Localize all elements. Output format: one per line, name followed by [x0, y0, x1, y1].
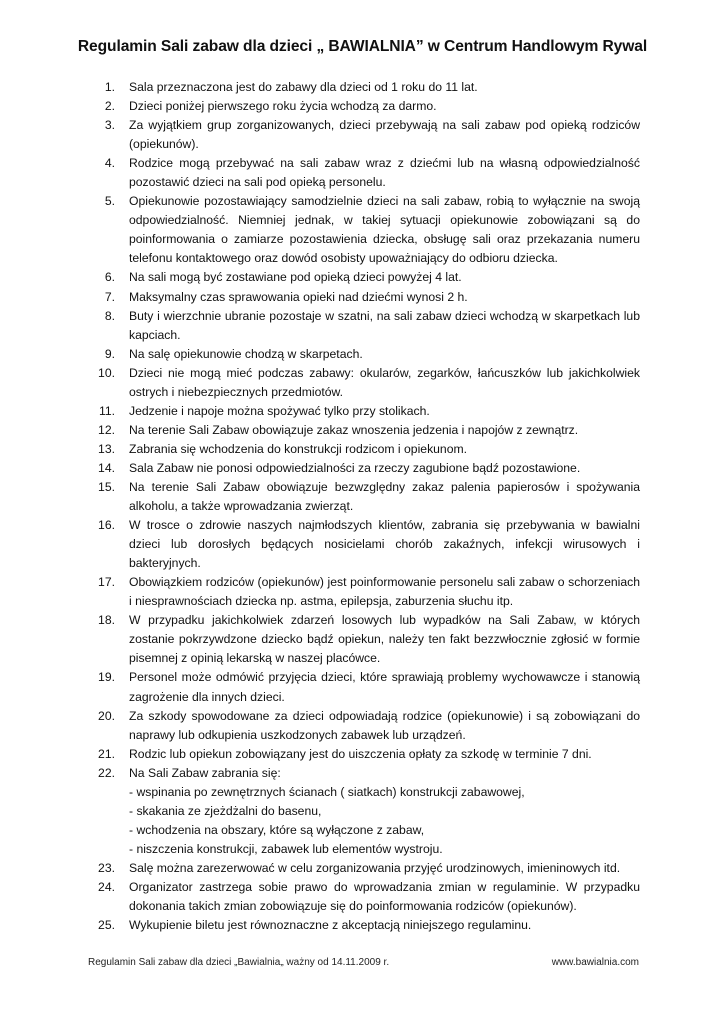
rule-number: 13. — [98, 441, 115, 456]
rule-text: Na terenie Sali Zabaw obowiązuje bezwzględny zakaz palenia papierosów i spożywania alkoholu, a także wprowadzania zwierząt. — [129, 479, 640, 514]
rule-text: Maksymalny czas sprawowania opieki nad dziećmi wynosi 2 h. — [129, 289, 468, 304]
rules-list — [88, 78, 640, 935]
rule-text: Rodzic lub opiekun zobowiązany jest do uiszczenia opłaty za szkodę w terminie 7 dni. — [129, 746, 592, 761]
rule-item — [88, 745, 640, 764]
footer-website: www.bawialnia.com — [551, 957, 639, 968]
rule-number: 4. — [104, 156, 115, 171]
rule-item — [88, 668, 640, 706]
rule-number: 12. — [98, 422, 115, 437]
rule-item — [88, 878, 640, 916]
rule-number: 23. — [98, 860, 115, 875]
rule-sub-item: - wspinania po zewnętrznych ścianach ( siatkach) konstrukcji zabawowej, — [129, 784, 525, 799]
rule-item — [88, 516, 640, 573]
rule-sub-list — [129, 783, 640, 859]
rule-number: 6. — [104, 270, 115, 285]
rule-item — [88, 288, 640, 307]
rule-text: Na Sali Zabaw zabrania się: — [129, 765, 281, 780]
page-title: Regulamin Sali zabaw dla dzieci „ BAWIALNIA” w Centrum Handlowym Rywal — [77, 38, 648, 55]
rule-item — [88, 611, 640, 668]
rule-item — [88, 192, 640, 268]
rule-item — [88, 421, 640, 440]
rule-item — [88, 402, 640, 421]
rule-text: Zabrania się wchodzenia do konstrukcji rodzicom i opiekunom. — [129, 441, 468, 456]
rule-text: W trosce o zdrowie naszych najmłodszych klientów, zabrania się przebywania w bawialni dzieci lub dorosłych będących nosicielami chorób zakaźnych, infekcji wirusowych i bakteryjnych. — [129, 518, 640, 571]
rule-text: W przypadku jakichkolwiek zdarzeń losowych lub wypadków na Sali Zabaw, w których zostanie pokrzywdzone dziecko bądź opiekun, należy ten fakt bezzwłocznie zgłosić w formie pisemnej z opinią lekarską w naszej placówce. — [129, 613, 640, 666]
rule-number: 2. — [104, 99, 115, 114]
rule-text: Organizator zastrzega sobie prawo do wprowadzania zmian w regulaminie. W przypadku dokonania takich zmian zobowiązuje się do poinformowania rodziców (opiekunów). — [129, 879, 640, 914]
rule-number: 1. — [104, 80, 115, 94]
rule-number: 19. — [98, 670, 115, 685]
rule-item — [88, 440, 640, 459]
rule-number: 8. — [104, 308, 115, 323]
rule-text: Za szkody spowodowane za dzieci odpowiadają rodzice (opiekunowie) i są zobowiązani do naprawy lub odkupienia uszkodzonych zabawek lub urządzeń. — [129, 708, 640, 742]
rule-number: 5. — [104, 194, 115, 209]
rule-text: Dzieci nie mogą mieć podczas zabawy: okularów, zegarków, łańcuszków lub jakichkolwiek ostrych i niebezpiecznych przedmiotów. — [129, 365, 640, 399]
rule-number: 14. — [98, 460, 115, 475]
rule-text: Salę można zarezerwować w celu zorganizowania przyjęć urodzinowych, imieninowych itd. — [129, 860, 621, 875]
rule-item — [88, 154, 640, 192]
rule-number: 10. — [98, 365, 115, 380]
rule-item — [88, 459, 640, 478]
rule-text: Obowiązkiem rodziców (opiekunów) jest poinformowanie personelu sali zabaw o schorzeniach i niesprawnościach dziecka np. astma, epilepsja, zaburzenia słuchu itp. — [129, 575, 640, 609]
rule-sub-item: - niszczenia konstrukcji, zabawek lub elementów wystroju. — [129, 841, 443, 856]
rule-sub-item: - skakania ze zjeżdżalni do basenu, — [129, 803, 322, 818]
footer-document-info: Regulamin Sali zabaw dla dzieci „Bawialnia„ ważny od 14.11.2009 r. — [88, 957, 390, 968]
rule-text: Jedzenie i napoje można spożywać tylko przy stolikach. — [129, 403, 430, 418]
rule-item — [88, 478, 640, 516]
rule-text: Na sali mogą być zostawiane pod opieką dzieci powyżej 4 lat. — [129, 270, 462, 285]
rule-text: Dzieci poniżej pierwszego roku życia wchodzą za darmo. — [129, 99, 437, 114]
rule-number: 25. — [98, 918, 115, 933]
rule-number: 11. — [98, 403, 115, 418]
rule-text: Za wyjątkiem grup zorganizowanych, dzieci przebywają na sali zabaw pod opieką rodziców (opiekunów). — [129, 118, 640, 152]
rule-text: Personel może odmówić przyjęcia dzieci, które sprawiają problemy wychowawcze i stanowią zagrożenie dla innych dzieci. — [129, 670, 640, 704]
rule-number: 24. — [98, 879, 115, 894]
rule-item — [88, 859, 640, 878]
rule-number: 16. — [98, 518, 115, 533]
rule-item — [88, 345, 640, 364]
rule-text: Opiekunowie pozostawiający samodzielnie dzieci na sali zabaw, robią to wyłącznie na swoją odpowiedzialność. Niemniej jednak, w takiej sytuacji opiekunowie zobowiązani są do poinformowania o zamiarze pozostawienia dziecka, obsługę sali oraz przekazania numeru telefonu kontaktowego oraz dowód osobisty upoważniający do odbioru dziecka. — [129, 194, 640, 266]
rule-item — [88, 916, 640, 935]
rule-item — [88, 307, 640, 345]
rule-number: 21. — [98, 746, 115, 761]
rule-text: Na salę opiekunowie chodzą w skarpetach. — [129, 346, 363, 361]
rule-number: 20. — [98, 708, 115, 723]
rule-text: Na terenie Sali Zabaw obowiązuje zakaz wnoszenia jedzenia i napojów z zewnątrz. — [129, 422, 579, 437]
rule-item — [88, 764, 640, 859]
rule-number: 17. — [98, 575, 115, 590]
rule-text: Rodzice mogą przebywać na sali zabaw wraz z dziećmi lub na własną odpowiedzialność pozostawić dzieci na sali pod opieką personelu. — [129, 156, 640, 190]
rule-number: 9. — [104, 346, 115, 361]
rule-item — [88, 78, 640, 97]
rule-text: Buty i wierzchnie ubranie pozostaje w szatni, na sali zabaw dzieci wchodzą w skarpetkach lub kapciach. — [129, 308, 640, 342]
rule-number: 22. — [98, 765, 115, 780]
rule-item — [88, 364, 640, 402]
rule-item — [88, 573, 640, 611]
rule-item — [88, 707, 640, 745]
rule-text: Sala przeznaczona jest do zabawy dla dzieci od 1 roku do 11 lat. — [129, 80, 478, 94]
rule-number: 18. — [98, 613, 115, 628]
rule-item — [88, 116, 640, 154]
rule-item — [88, 268, 640, 287]
rule-item — [88, 97, 640, 116]
rule-number: 3. — [104, 118, 115, 133]
rule-number: 7. — [104, 289, 115, 304]
rule-number: 15. — [98, 479, 115, 494]
rule-text: Wykupienie biletu jest równoznaczne z akceptacją niniejszego regulaminu. — [129, 918, 532, 933]
rule-sub-item: - wchodzenia na obszary, które są wyłączone z zabaw, — [129, 822, 425, 837]
rule-text: Sala Zabaw nie ponosi odpowiedzialności za rzeczy zagubione bądź pozostawione. — [129, 460, 581, 475]
